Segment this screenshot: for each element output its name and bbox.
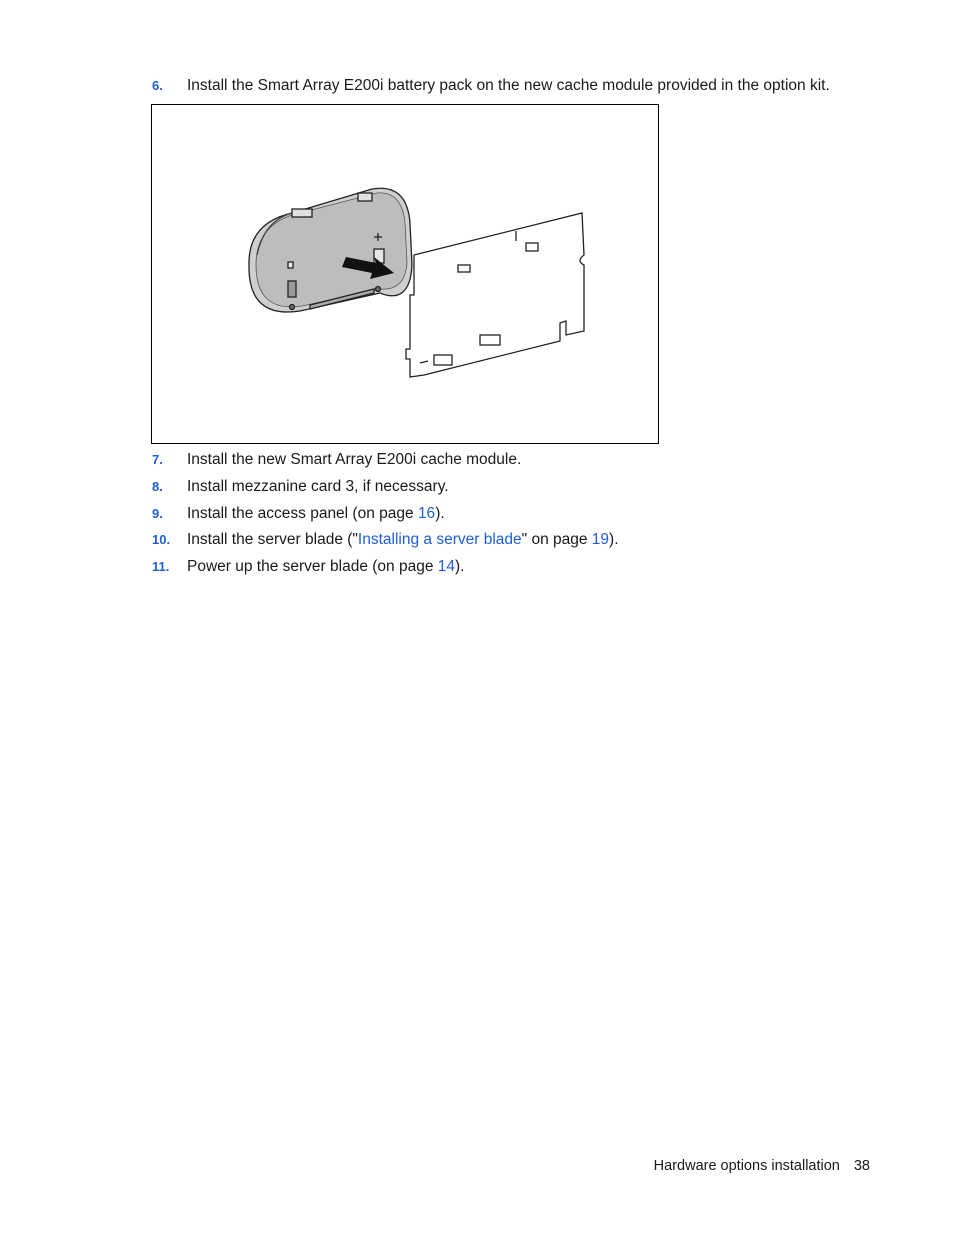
step-text-middle: " on page (521, 531, 592, 548)
step-7 (152, 450, 521, 470)
page-link-19[interactable]: 19 (591, 531, 610, 548)
battery-pack-illustration (151, 104, 659, 444)
battery-pack-shape (249, 188, 412, 312)
page-footer (640, 1158, 870, 1174)
step-number: 6. (152, 78, 163, 93)
step-6 (152, 76, 830, 96)
installing-server-blade-link[interactable]: Installing a server blade (357, 531, 522, 548)
step-text: Install the new Smart Array E200i cache module. (187, 451, 522, 468)
page-link-14[interactable]: 14 (437, 558, 455, 575)
step-11 (152, 557, 464, 577)
step-10 (152, 530, 619, 550)
step-text-after: ). (435, 505, 445, 522)
page-link-16[interactable]: 16 (417, 505, 436, 522)
page-number: 38 (853, 1158, 870, 1174)
footer-section-title: Hardware options installation (653, 1158, 840, 1174)
step-text-after: ). (609, 531, 619, 548)
step-number: 11. (152, 559, 170, 574)
step-8 (152, 477, 449, 497)
step-number: 7. (152, 452, 163, 467)
step-text: Install mezzanine card 3, if necessary. (187, 478, 449, 495)
step-number: 9. (152, 506, 163, 521)
step-text: Install the Smart Array E200i battery pack on the new cache module provided in the option kit. (187, 77, 830, 94)
cache-module-shape (406, 213, 584, 377)
step-text-after: ). (455, 558, 465, 575)
step-number: 10. (152, 532, 171, 547)
step-text-before: Power up the server blade (on page (187, 558, 438, 575)
step-number: 8. (152, 479, 163, 494)
step-text-before: Install the server blade (" (187, 531, 358, 548)
battery-cache-diagram (152, 105, 658, 443)
step-9 (152, 504, 445, 524)
step-text-before: Install the access panel (on page (187, 505, 418, 522)
